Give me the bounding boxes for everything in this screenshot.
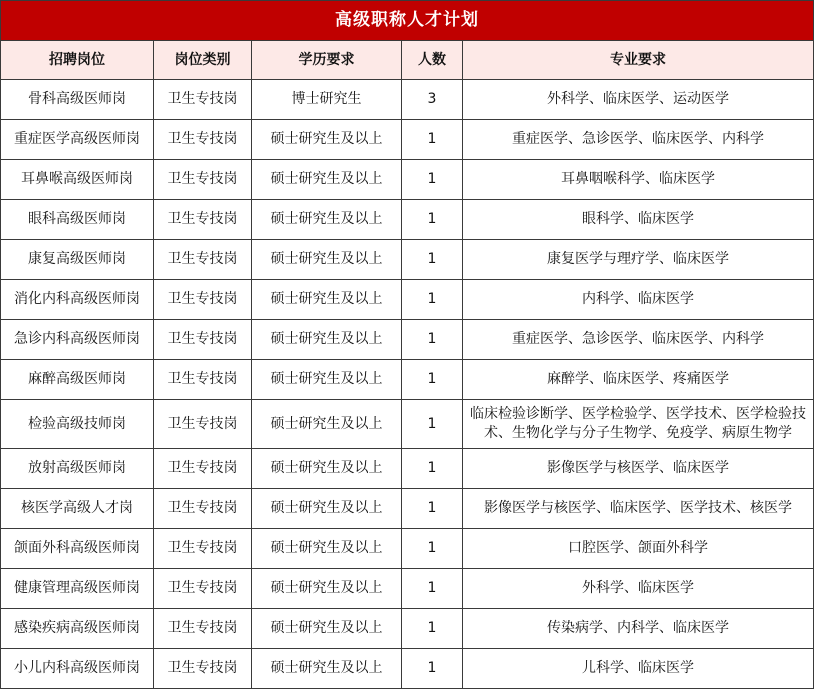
- cell-position: 感染疾病高级医师岗: [1, 609, 154, 649]
- header-count: 人数: [402, 41, 463, 80]
- cell-count: 1: [402, 160, 463, 200]
- cell-major: 重症医学、急诊医学、临床医学、内科学: [463, 120, 814, 160]
- table-row: [1, 240, 814, 280]
- table-row: [1, 529, 814, 569]
- cell-major: 眼科学、临床医学: [463, 200, 814, 240]
- cell-major: 耳鼻咽喉科学、临床医学: [463, 160, 814, 200]
- table-row: [1, 200, 814, 240]
- header-education: 学历要求: [252, 41, 402, 80]
- cell-category: 卫生专技岗: [154, 240, 252, 280]
- cell-major: 内科学、临床医学: [463, 280, 814, 320]
- table-row: [1, 649, 814, 689]
- cell-position: 小儿内科高级医师岗: [1, 649, 154, 689]
- cell-category: 卫生专技岗: [154, 360, 252, 400]
- cell-category: 卫生专技岗: [154, 569, 252, 609]
- cell-position: 放射高级医师岗: [1, 449, 154, 489]
- cell-major: 口腔医学、颌面外科学: [463, 529, 814, 569]
- cell-major: 重症医学、急诊医学、临床医学、内科学: [463, 320, 814, 360]
- header-row: [1, 41, 814, 80]
- header-position: 招聘岗位: [1, 41, 154, 80]
- cell-major: 传染病学、内科学、临床医学: [463, 609, 814, 649]
- cell-count: 1: [402, 400, 463, 449]
- table-row: [1, 80, 814, 120]
- cell-category: 卫生专技岗: [154, 449, 252, 489]
- cell-major: 儿科学、临床医学: [463, 649, 814, 689]
- cell-count: 1: [402, 489, 463, 529]
- cell-count: 1: [402, 200, 463, 240]
- cell-category: 卫生专技岗: [154, 609, 252, 649]
- table-row: [1, 449, 814, 489]
- cell-position: 骨科高级医师岗: [1, 80, 154, 120]
- cell-major: 康复医学与理疗学、临床医学: [463, 240, 814, 280]
- cell-major: 临床检验诊断学、医学检验学、医学技术、医学检验技术、生物化学与分子生物学、免疫学、病原生物学: [463, 400, 814, 449]
- cell-education: 硕士研究生及以上: [252, 240, 402, 280]
- cell-education: 硕士研究生及以上: [252, 609, 402, 649]
- table-row: [1, 609, 814, 649]
- cell-education: 硕士研究生及以上: [252, 200, 402, 240]
- cell-major: 影像医学与核医学、临床医学: [463, 449, 814, 489]
- cell-education: 硕士研究生及以上: [252, 160, 402, 200]
- cell-position: 眼科高级医师岗: [1, 200, 154, 240]
- cell-category: 卫生专技岗: [154, 160, 252, 200]
- table-row: [1, 320, 814, 360]
- cell-position: 检验高级技师岗: [1, 400, 154, 449]
- cell-position: 耳鼻喉高级医师岗: [1, 160, 154, 200]
- cell-count: 1: [402, 649, 463, 689]
- table-title: 高级职称人才计划: [1, 1, 814, 41]
- table-row: [1, 400, 814, 449]
- cell-position: 重症医学高级医师岗: [1, 120, 154, 160]
- cell-category: 卫生专技岗: [154, 529, 252, 569]
- cell-education: 硕士研究生及以上: [252, 529, 402, 569]
- cell-count: 1: [402, 529, 463, 569]
- cell-education: 硕士研究生及以上: [252, 320, 402, 360]
- table-row: [1, 280, 814, 320]
- cell-major: 麻醉学、临床医学、疼痛医学: [463, 360, 814, 400]
- header-major: 专业要求: [463, 41, 814, 80]
- cell-education: 硕士研究生及以上: [252, 649, 402, 689]
- cell-education: 硕士研究生及以上: [252, 280, 402, 320]
- cell-count: 1: [402, 609, 463, 649]
- cell-category: 卫生专技岗: [154, 80, 252, 120]
- title-row: [1, 1, 814, 41]
- cell-education: 硕士研究生及以上: [252, 120, 402, 160]
- cell-position: 健康管理高级医师岗: [1, 569, 154, 609]
- cell-education: 硕士研究生及以上: [252, 449, 402, 489]
- cell-position: 颌面外科高级医师岗: [1, 529, 154, 569]
- cell-education: 博士研究生: [252, 80, 402, 120]
- cell-category: 卫生专技岗: [154, 120, 252, 160]
- cell-position: 麻醉高级医师岗: [1, 360, 154, 400]
- cell-education: 硕士研究生及以上: [252, 360, 402, 400]
- cell-category: 卫生专技岗: [154, 280, 252, 320]
- cell-count: 3: [402, 80, 463, 120]
- cell-category: 卫生专技岗: [154, 489, 252, 529]
- cell-major: 外科学、临床医学、运动医学: [463, 80, 814, 120]
- cell-count: 1: [402, 360, 463, 400]
- cell-category: 卫生专技岗: [154, 320, 252, 360]
- cell-count: 1: [402, 569, 463, 609]
- cell-count: 1: [402, 280, 463, 320]
- table-row: [1, 120, 814, 160]
- cell-position: 核医学高级人才岗: [1, 489, 154, 529]
- table-row: [1, 569, 814, 609]
- cell-count: 1: [402, 240, 463, 280]
- cell-category: 卫生专技岗: [154, 400, 252, 449]
- cell-category: 卫生专技岗: [154, 649, 252, 689]
- cell-count: 1: [402, 320, 463, 360]
- cell-count: 1: [402, 449, 463, 489]
- table-row: [1, 489, 814, 529]
- table-row: [1, 360, 814, 400]
- table-row: [1, 160, 814, 200]
- cell-education: 硕士研究生及以上: [252, 400, 402, 449]
- cell-position: 康复高级医师岗: [1, 240, 154, 280]
- cell-count: 1: [402, 120, 463, 160]
- cell-major: 外科学、临床医学: [463, 569, 814, 609]
- cell-position: 消化内科高级医师岗: [1, 280, 154, 320]
- cell-position: 急诊内科高级医师岗: [1, 320, 154, 360]
- header-category: 岗位类别: [154, 41, 252, 80]
- cell-education: 硕士研究生及以上: [252, 489, 402, 529]
- cell-major: 影像医学与核医学、临床医学、医学技术、核医学: [463, 489, 814, 529]
- cell-category: 卫生专技岗: [154, 200, 252, 240]
- cell-education: 硕士研究生及以上: [252, 569, 402, 609]
